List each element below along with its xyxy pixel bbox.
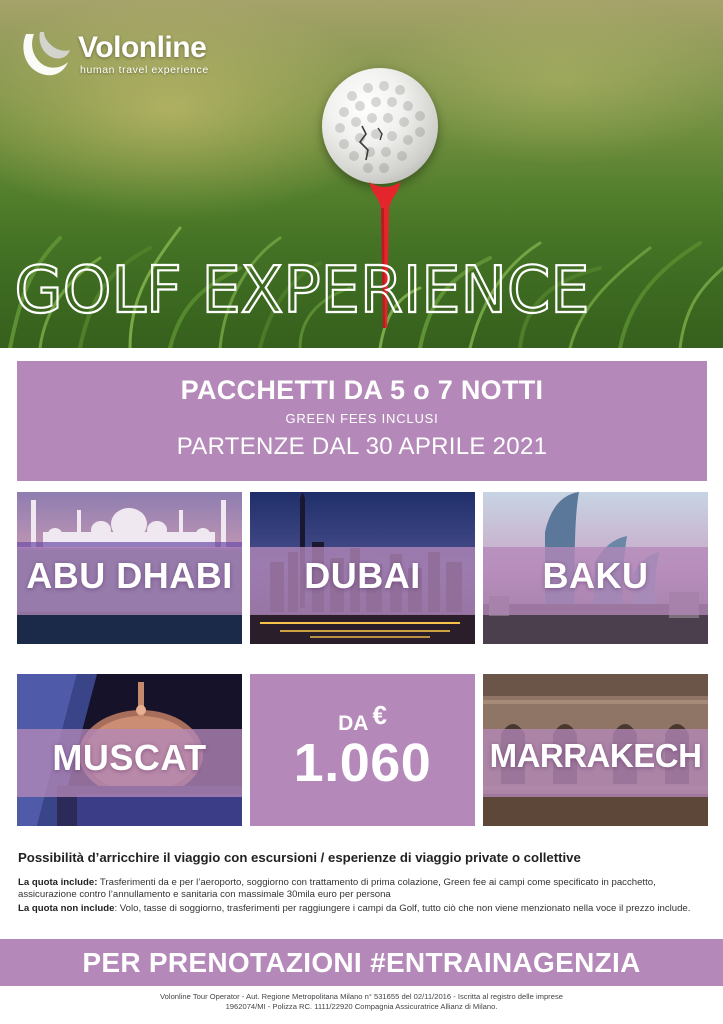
destination-tile-baku [483, 492, 708, 644]
destination-name: MARRAKECH [489, 737, 702, 774]
destination-tile-dubai [250, 492, 475, 644]
quota-include [18, 877, 708, 900]
legal-line-2: 1962074/MI - Polizza RC. 1111/22920 Compagnia Assicuratrice Allianz di Milano. [225, 1002, 498, 1011]
quota-exclude [18, 903, 708, 915]
quota-exclude-text: : Volo, tasse di soggiorno, trasferimenti per raggiungere i campi da Golf, tutto ciò che non viene menzionato nella voce il prezzo include. [114, 903, 691, 914]
golf-ball-dimples [322, 68, 438, 184]
legal-notice [60, 992, 663, 1012]
destination-tile-abu-dhabi [17, 492, 242, 644]
destination-name: DUBAI [304, 555, 421, 596]
euro-symbol: € [372, 700, 387, 730]
quota-include-text: Trasferimenti da e per l’aeroporto, soggiorno con trattamento di prima colazione, Green fee ai campi come specificato in pacchetto, assicurazione contro l’annullamento e sanitaria con massimale 30mila euro per persona [18, 877, 656, 900]
brand-name: Volonline [78, 31, 207, 64]
destination-name: ABU DHABI [26, 555, 233, 596]
hero-banner [0, 0, 723, 348]
hero-title [0, 248, 605, 328]
brand-logo [18, 28, 209, 80]
green-fees-note: GREEN FEES INCLUSI [285, 411, 439, 426]
destination-name: BAKU [542, 555, 649, 596]
package-nights: PACCHETTI DA 5 o 7 NOTTI [180, 375, 544, 405]
golf-ball [322, 68, 438, 184]
quota-details [18, 877, 708, 918]
destination-tile-marrakech [483, 674, 708, 826]
quota-exclude-label: La quota non include [18, 903, 115, 914]
quota-include-label: La quota include: [18, 877, 98, 888]
brand-tagline: human travel experience [80, 64, 209, 76]
destination-name: MUSCAT [52, 737, 207, 778]
hero-title-text: GOLF EXPERIENCE [14, 254, 590, 328]
departure-date: PARTENZE DAL 30 APRILE 2021 [176, 433, 548, 460]
experiences-note: Possibilità d’arricchire il viaggio con escursioni / esperienze di viaggio private o collettive [18, 850, 581, 865]
destination-tile-muscat [17, 674, 242, 826]
package-info-box [17, 361, 707, 481]
price-tile [250, 674, 475, 826]
legal-line-1: Volonline Tour Operator - Aut. Regione Metropolitana Milano n° 531655 del 02/11/2016 - Iscritta al registro delle imprese [160, 992, 563, 1001]
price-value: 1.060 [293, 733, 432, 793]
booking-cta-bar: PER PRENOTAZIONI #ENTRAINAGENZIA [0, 939, 723, 986]
price-prefix-text: DA [338, 712, 369, 735]
logo-swoosh-icon [18, 28, 70, 80]
